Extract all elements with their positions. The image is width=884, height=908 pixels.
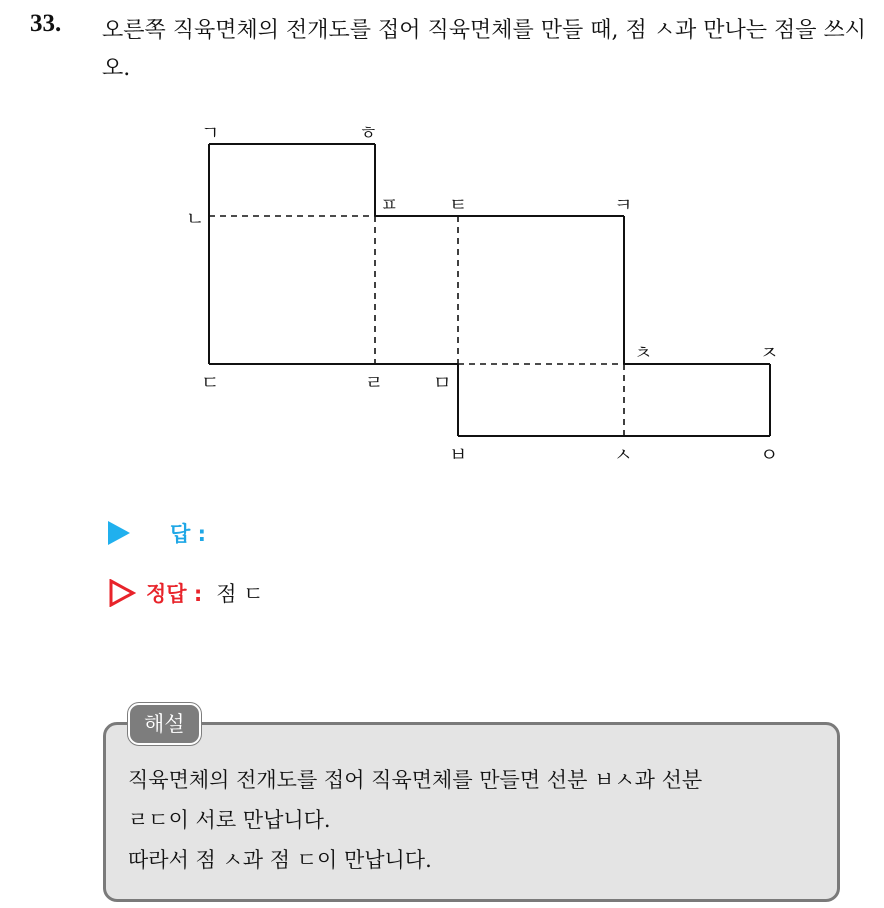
correct-answer-label: 정답 : <box>146 582 203 606</box>
label-point-m: ㅁ <box>433 372 452 394</box>
explanation-line: 직육면체의 전개도를 접어 직육면체를 만들면 선분 ㅂㅅ과 선분 <box>128 768 703 792</box>
explanation-line: ㄹㄷ이 서로 만납니다. <box>128 808 331 832</box>
correct-answer-row <box>108 578 264 608</box>
answer-label: 답 : <box>170 522 206 546</box>
outline-triangle-icon <box>108 579 136 607</box>
label-point-k: ㅋ <box>614 194 633 216</box>
answer-row <box>108 518 416 548</box>
question-text: 오른쪽 직육면체의 전개도를 접어 직육면체를 만들 때, 점 ㅅ과 만나는 점을 쓰시오. <box>102 18 866 81</box>
label-point-ch: ㅊ <box>634 342 653 364</box>
explanation-tag: 해설 <box>128 703 201 745</box>
question-number: 33. <box>30 10 62 37</box>
label-point-j: ㅈ <box>760 342 779 364</box>
label-point-p: ㅍ <box>380 194 399 216</box>
label-point-n: ㄴ <box>186 208 205 230</box>
explanation-line: 따라서 점 ㅅ과 점 ㄷ이 만납니다. <box>128 848 432 872</box>
label-point-g: ㄱ <box>201 122 220 144</box>
label-point-d: ㄷ <box>201 372 220 394</box>
label-point-o: ㅇ <box>760 444 779 466</box>
label-point-t: ㅌ <box>449 194 468 216</box>
play-triangle-icon <box>108 521 130 545</box>
label-point-s: ㅅ <box>614 444 633 466</box>
label-point-r: ㄹ <box>365 372 384 394</box>
explanation-text <box>128 760 828 880</box>
correct-answer-value: 점 ㄷ <box>216 582 264 606</box>
label-point-h: ㅎ <box>359 122 378 144</box>
label-point-b: ㅂ <box>449 444 468 466</box>
